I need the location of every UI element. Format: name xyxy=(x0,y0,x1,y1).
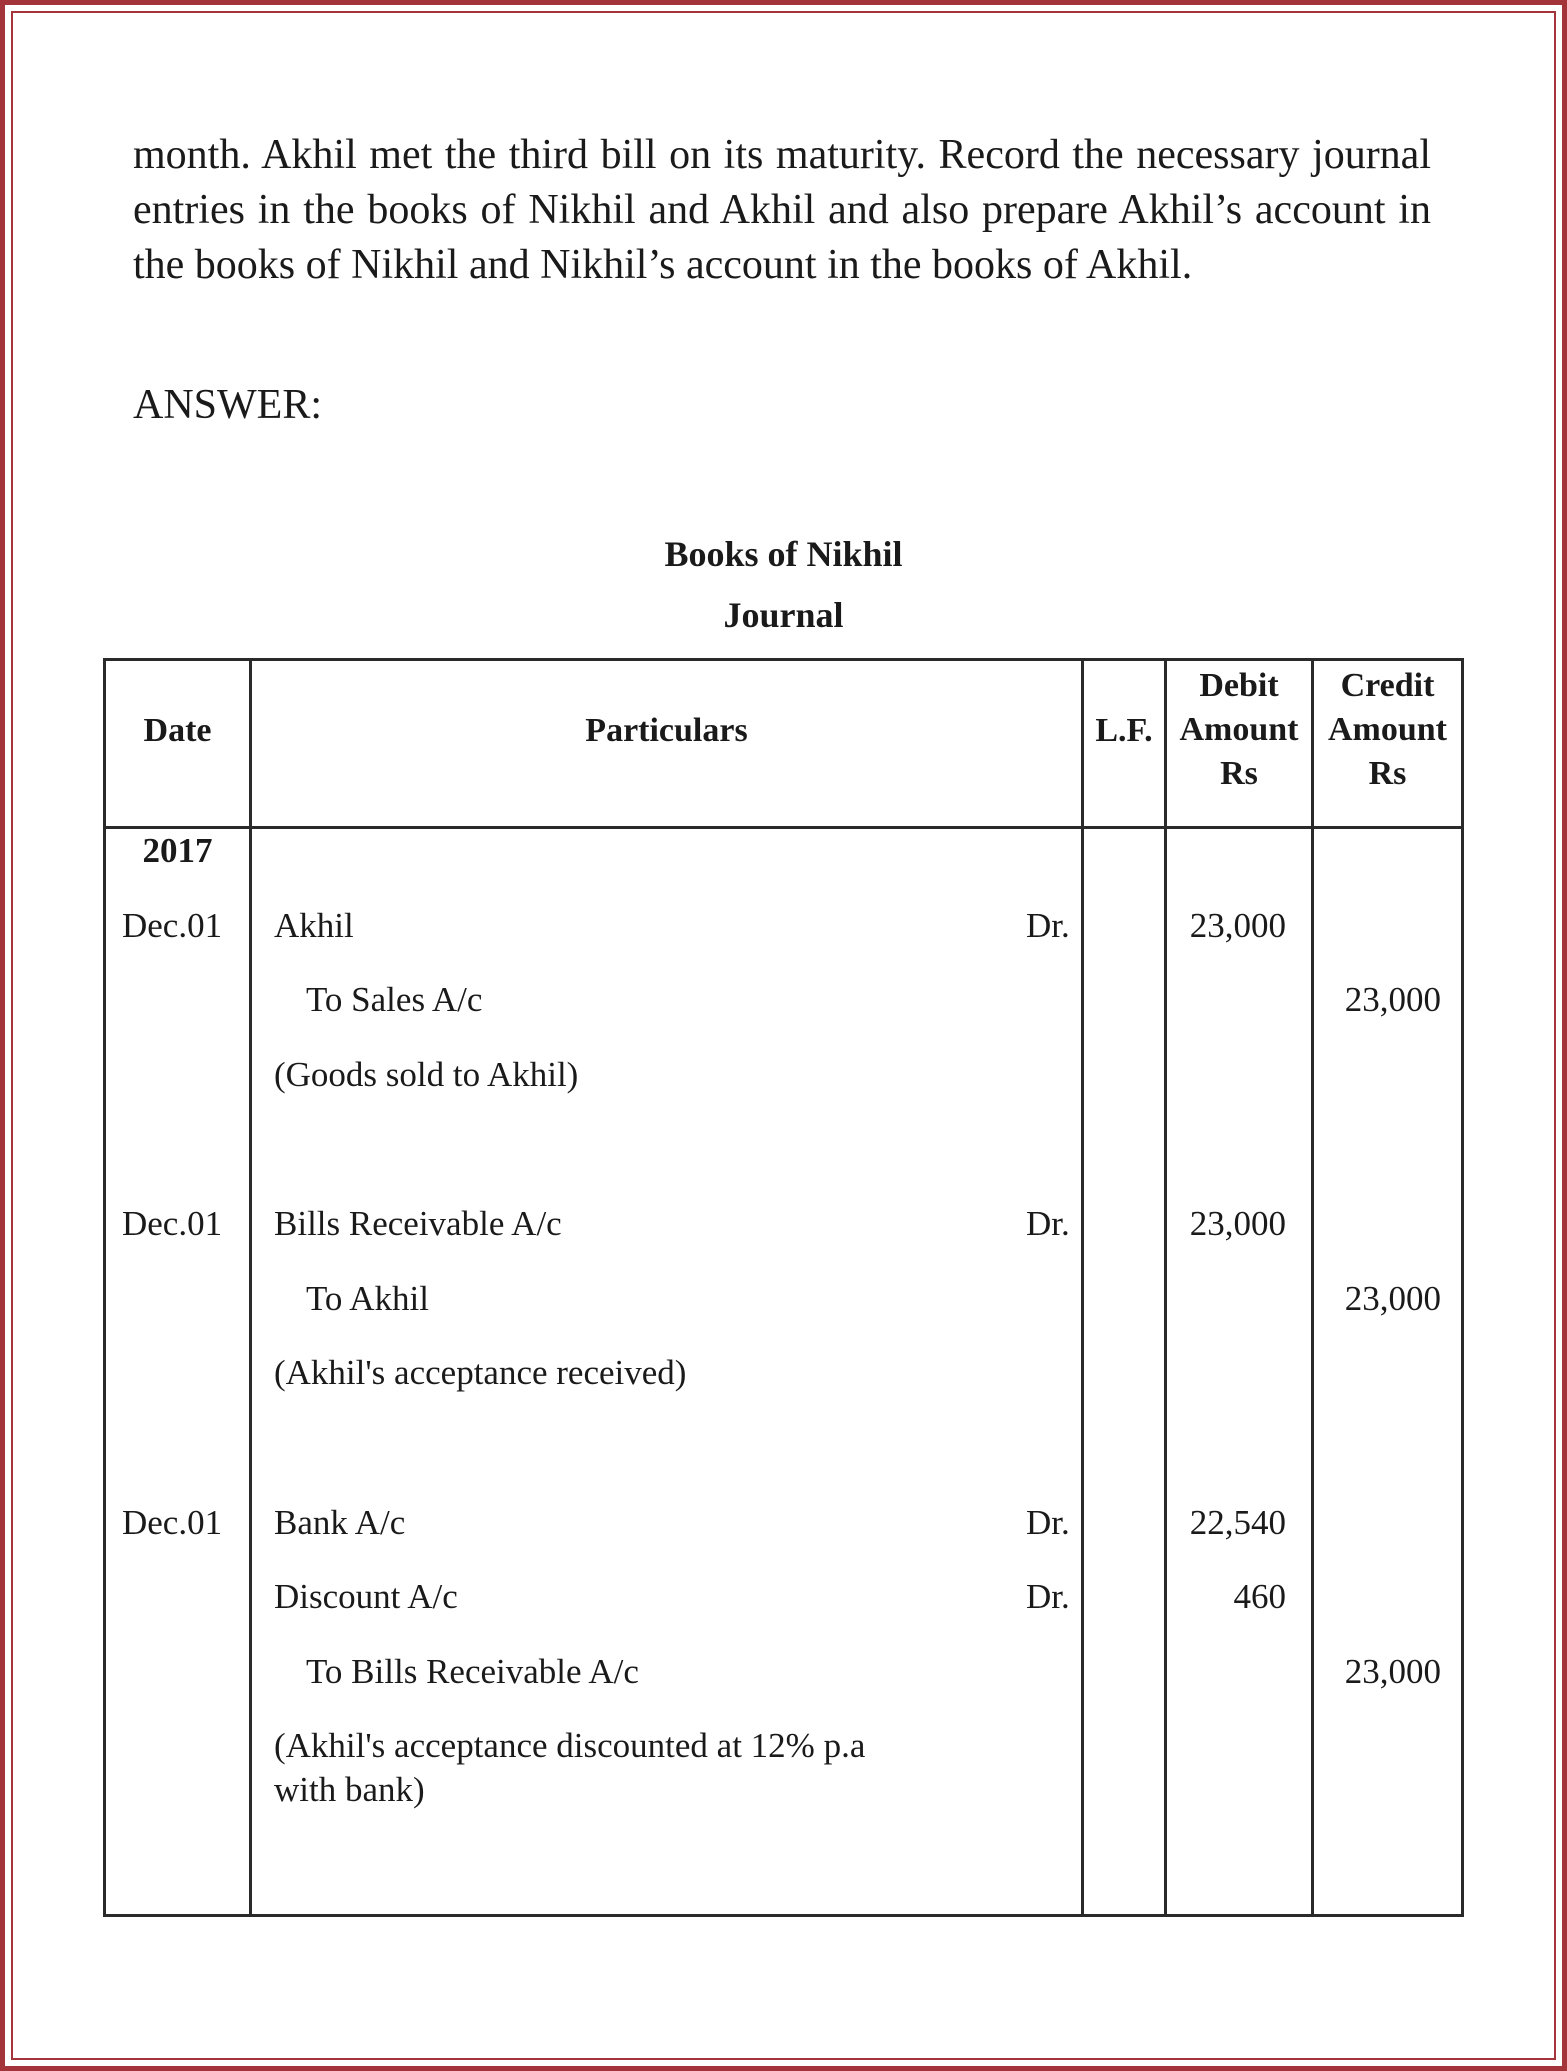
question-paragraph: month. Akhil met the third bill on its maturity. Record the necessary journal entries in the books of Nikhil and Akhil and also prepare Akhil’s account in the books of Nikhil and Nikhil’s account in the books of Akhil. xyxy=(133,132,1431,288)
narration-line: (Akhil's acceptance discounted at 12% p.a xyxy=(274,1726,866,1765)
dr-marker: Dr. xyxy=(1026,906,1070,945)
entry-date: Dec.01 xyxy=(122,1204,223,1243)
debit-amount: 23,000 xyxy=(1189,1204,1286,1243)
debit-account: Akhil xyxy=(274,906,354,945)
journal-subtitle: Journal xyxy=(723,595,844,635)
credit-account: To Bills Receivable A/c xyxy=(306,1652,639,1691)
column-divider xyxy=(1311,661,1314,1914)
entry-date: Dec.01 xyxy=(122,906,223,945)
header-date: Date xyxy=(143,712,212,749)
entry-date: Dec.01 xyxy=(122,1503,223,1542)
header-lf: L.F. xyxy=(1095,712,1153,749)
debit-amount: 460 xyxy=(1233,1577,1286,1616)
credit-amount: 23,000 xyxy=(1344,1652,1441,1691)
dr-marker: Dr. xyxy=(1026,1204,1070,1243)
narration-line: with bank) xyxy=(274,1770,425,1809)
column-divider xyxy=(249,661,252,1914)
answer-label: ANSWER: xyxy=(133,382,322,428)
debit-amount: 22,540 xyxy=(1189,1503,1286,1542)
header-debit-amount: Debit Amount Rs xyxy=(1179,667,1299,792)
debit-account: Bank A/c xyxy=(274,1503,406,1542)
credit-account: To Sales A/c xyxy=(306,980,483,1019)
credit-amount: 23,000 xyxy=(1344,980,1441,1019)
year-label: 2017 xyxy=(142,831,213,870)
column-divider xyxy=(1081,661,1084,1914)
credit-amount: 23,000 xyxy=(1344,1279,1441,1318)
credit-account: To Akhil xyxy=(306,1279,429,1318)
narration: (Akhil's acceptance received) xyxy=(274,1353,687,1392)
header-credit-amount: Credit Amount Rs xyxy=(1327,667,1448,792)
header-divider xyxy=(106,826,1461,829)
dr-marker: Dr. xyxy=(1026,1577,1070,1616)
debit-account: Bills Receivable A/c xyxy=(274,1204,562,1243)
journal-table xyxy=(103,658,1464,1917)
column-divider xyxy=(1164,661,1167,1914)
dr-marker: Dr. xyxy=(1026,1503,1070,1542)
debit-account: Discount A/c xyxy=(274,1577,458,1616)
debit-amount: 23,000 xyxy=(1189,906,1286,945)
header-particulars: Particulars xyxy=(585,712,748,749)
narration: (Goods sold to Akhil) xyxy=(274,1055,579,1094)
book-title: Books of Nikhil xyxy=(664,534,903,574)
